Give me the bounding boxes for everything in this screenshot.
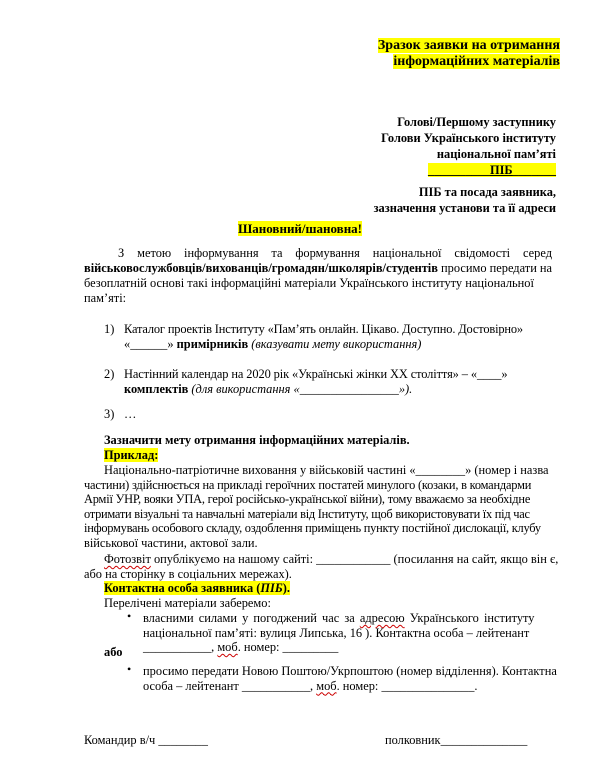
item-1-number: 1)	[104, 322, 115, 336]
item-1-line-2	[124, 337, 421, 352]
item-1-line-1: Каталог проектів Інституту «Пам’ять онлайн. Цікаво. Доступно. Достовірно»	[124, 322, 523, 336]
bullet-2	[143, 664, 563, 693]
signature-commander: Командир в/ч ________	[84, 733, 208, 747]
bullet-2-mob-word: моб	[316, 678, 337, 693]
addressee-line-3: національної пам’яті	[436, 147, 556, 161]
addressee-line-2: Голови Українського інституту	[381, 131, 556, 145]
item-2-note-end: »).	[398, 382, 413, 396]
contact-heading-b: ).	[282, 581, 290, 595]
bullet-2-line-2-a: особа – лейтенант ___________,	[143, 678, 317, 693]
purpose-heading: Зазначити мету отримання інформаційних матеріалів.	[104, 433, 410, 447]
example-label-text: Приклад:	[104, 448, 159, 462]
item-2-line-1: Настінний календар на 2020 рік «Українські жінки ХХ століття» – «____»	[124, 367, 508, 381]
addressee-line-4	[381, 162, 556, 178]
intro-paragraph	[104, 246, 552, 261]
bullet-1-line-1-a: власними силами у погоджений час за	[143, 611, 360, 625]
signature-colonel: полковник______________	[385, 733, 528, 747]
bullet-1-line-1-b: Українського інституту	[404, 611, 535, 625]
intro-line-1: З метою інформування та формування національної свідомості серед	[118, 246, 552, 260]
addressee-pib: ПІБ	[489, 163, 513, 177]
contact-intro: Перелічені матеріали заберемо:	[104, 596, 271, 610]
bullet-1-line-3-a: ___________,	[143, 640, 218, 655]
item-2-note-start: (для використання «	[188, 382, 300, 396]
bullet-2-line-2	[143, 679, 563, 694]
contact-heading	[104, 581, 290, 596]
example-line-4: отримати візуальні та навчальні матеріали від Інституту, щоб використовувати їх під час	[84, 506, 530, 521]
item-2-number: 2)	[104, 367, 115, 381]
addressee-block	[381, 114, 556, 178]
header-line-1: Зразок заявки на отримання	[377, 38, 560, 53]
applicant-line-1: ПІБ та посада заявника,	[418, 185, 556, 199]
example-line-3: Армії УНР, вояки УПА, герої російсько-української війни), тому вважаємо за необхідне	[84, 492, 531, 507]
or-label: або	[104, 645, 123, 659]
greeting-text: Шановний/шановна!	[237, 221, 363, 236]
header-line-2: інформаційних матеріалів	[393, 54, 560, 69]
applicant-line-2: зазначення установи та її адреси	[373, 201, 556, 215]
bullet-1-line-1	[143, 611, 557, 626]
greeting	[0, 221, 600, 237]
item-3-number: 3)	[104, 407, 115, 421]
addressee-line-1: Голові/Першому заступнику	[397, 115, 556, 129]
addressee-blank-2: _______	[512, 163, 556, 177]
photo-line-1	[84, 552, 562, 567]
intro-line-2-rest: просимо передати на	[437, 261, 553, 275]
photo-report	[84, 552, 562, 581]
photo-line-1-rest: опублікуємо на нашому сайті: ____________ (посилання на сайт, якщо він є,	[150, 552, 559, 566]
item-2-unit: комплектів	[124, 382, 189, 396]
example-label	[104, 448, 158, 463]
bullet-1-address-word: адресою	[359, 611, 405, 625]
item-3-line-1: …	[124, 407, 137, 421]
contact-heading-a: Контактна особа заявника (	[104, 581, 261, 595]
contact-heading-pib: ПІБ	[260, 581, 283, 595]
bullet-1-line-2: національної пам’яті: вулиця Липська, 16 ). Контактна особа – лейтенант	[143, 625, 530, 640]
bullet-2-icon: •	[127, 662, 132, 676]
bullet-1-icon: •	[127, 609, 132, 623]
item-1-count: «______»	[124, 337, 177, 351]
example-line-6: військової частини, актової зали.	[84, 535, 258, 550]
addressee-blank-1: __________	[428, 163, 490, 177]
intro-line-4: пам’яті:	[84, 291, 127, 305]
example-line-5: інформувань особового складу, оздоблення приміщень пункту постійної дислокації, клубу	[84, 521, 541, 536]
bullet-2-line-1: просимо передати Новою Поштою/Укрпоштою (номер відділення). Контактна	[143, 664, 557, 678]
photo-line-2: або на сторінку в соціальних мережах).	[84, 566, 292, 581]
example-paragraph	[84, 463, 562, 551]
example-line-2: частини) здійснюється на прикладі героїчних постатей минулого (козаки, в командарми	[84, 477, 532, 492]
intro-line-3: безоплатній основі такі інформаційні матеріали Українського інституту національної	[84, 276, 534, 290]
intro-line-2	[84, 261, 554, 276]
photo-word: Фотозвіт	[104, 552, 151, 566]
item-1-unit: примірників	[176, 337, 249, 351]
item-1-note: (вказувати мету використання)	[248, 337, 422, 351]
item-2-line-2	[124, 382, 412, 397]
document-header	[378, 38, 560, 70]
item-2-blank: ________________	[299, 382, 399, 396]
applicant-block	[374, 184, 556, 216]
bullet-1-line-3-b: . номер: _________	[237, 640, 339, 655]
bullet-2-line-2-b: . номер: _______________.	[336, 678, 478, 693]
bullet-1-mob-word: моб	[217, 640, 238, 655]
intro-audience: військовослужбовців/вихованців/громадян/школярів/студентів	[84, 261, 438, 275]
example-line-1: Національно-патріотичне виховання у військовій частині «________» (номер і назва	[104, 463, 549, 477]
bullet-1	[143, 611, 557, 655]
bullet-1-line-3	[143, 640, 557, 655]
